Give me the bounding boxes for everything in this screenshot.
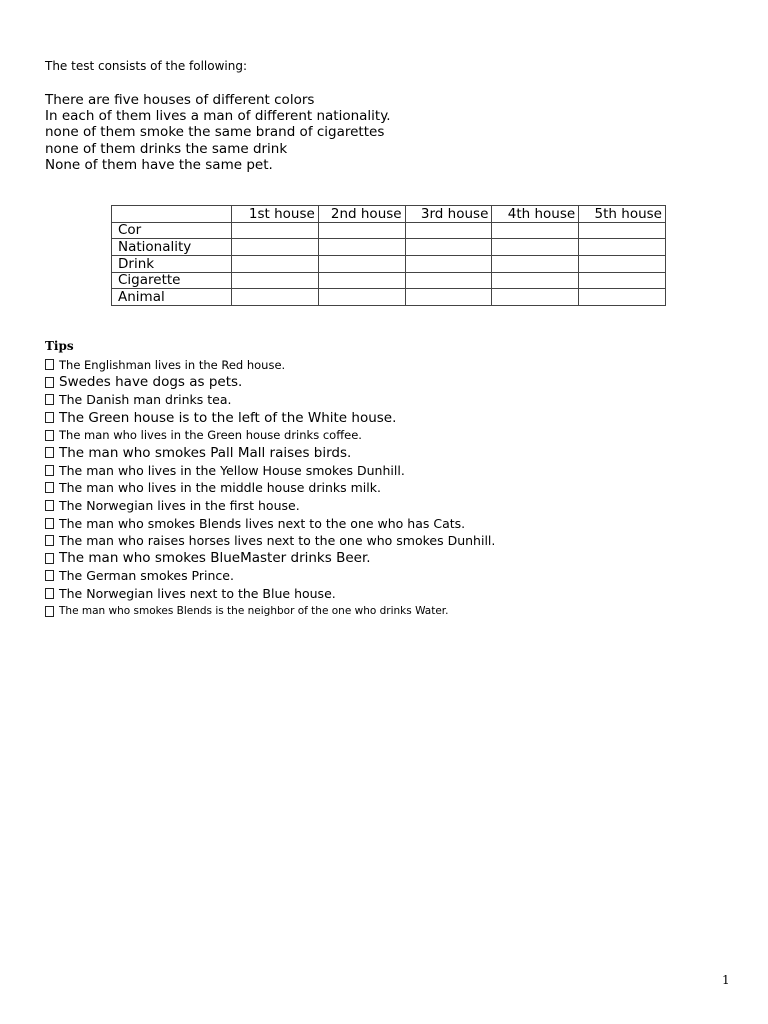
list-item <box>45 479 495 497</box>
checkbox-glyph-icon <box>45 394 54 405</box>
row-label: Nationality <box>112 239 232 256</box>
list-item <box>45 602 495 620</box>
checkbox-glyph-icon <box>45 465 54 476</box>
list-item <box>45 426 495 444</box>
checkbox-glyph-icon <box>45 377 54 388</box>
rules-list <box>45 92 391 173</box>
table-cell[interactable] <box>579 256 666 273</box>
list-item <box>45 497 495 515</box>
table-row <box>112 256 666 273</box>
list-item <box>45 356 495 374</box>
table-cell[interactable] <box>579 289 666 306</box>
checkbox-glyph-icon <box>45 447 54 458</box>
intro-text: The test consists of the following: <box>45 59 248 73</box>
table-cell[interactable] <box>579 239 666 256</box>
table-cell[interactable] <box>318 222 405 239</box>
table-cell[interactable] <box>579 222 666 239</box>
table-cell[interactable] <box>405 222 492 239</box>
list-item <box>45 374 495 392</box>
table-row <box>112 289 666 306</box>
rule-line: In each of them lives a man of different nationality. <box>45 108 391 125</box>
tip-text: The German smokes Prince. <box>59 568 234 584</box>
table-cell[interactable] <box>492 256 579 273</box>
table-cell[interactable] <box>232 239 319 256</box>
list-item <box>45 567 495 585</box>
checkbox-glyph-icon <box>45 500 54 511</box>
tips-list <box>45 356 495 620</box>
tips-heading: Tips <box>45 339 74 353</box>
table-cell[interactable] <box>318 239 405 256</box>
rule-line: There are five houses of different colors <box>45 92 315 108</box>
tip-text: The man who lives in the middle house drinks milk. <box>59 480 381 496</box>
checkbox-glyph-icon <box>45 430 54 441</box>
table-cell[interactable] <box>405 289 492 306</box>
table-header-cell: 2nd house <box>318 206 405 223</box>
list-item <box>45 444 495 462</box>
tip-text: The Englishman lives in the Red house. <box>59 357 286 372</box>
checkbox-glyph-icon <box>45 482 54 493</box>
table-header-cell: 3rd house <box>405 206 492 223</box>
table-cell[interactable] <box>492 289 579 306</box>
table-cell[interactable] <box>492 222 579 239</box>
page-number: 1 <box>722 973 730 987</box>
row-label: Animal <box>112 289 232 306</box>
table-header-row <box>112 206 666 223</box>
rule-line: none of them drinks the same drink <box>45 140 288 157</box>
table-cell[interactable] <box>579 272 666 289</box>
list-item <box>45 532 495 550</box>
tip-text: The Norwegian lives next to the Blue house. <box>59 586 336 602</box>
table-row <box>112 272 666 289</box>
list-item <box>45 409 495 427</box>
checkbox-glyph-icon <box>45 412 54 423</box>
houses-table <box>111 205 666 306</box>
table-header-cell: 1st house <box>232 206 319 223</box>
checkbox-glyph-icon <box>45 570 54 581</box>
table-cell[interactable] <box>405 239 492 256</box>
tip-text: The man who lives in the Yellow House smokes Dunhill. <box>59 462 405 478</box>
tip-text: The Norwegian lives in the first house. <box>59 498 300 514</box>
tip-text: The man who raises horses lives next to the one who smokes Dunhill. <box>59 533 496 549</box>
rule-line: None of them have the same pet. <box>45 156 273 173</box>
tip-text: The Green house is to the left of the White house. <box>59 409 397 426</box>
table-header-cell <box>112 206 232 223</box>
table-cell[interactable] <box>232 272 319 289</box>
rule-line: none of them smoke the same brand of cigarettes <box>45 124 385 141</box>
checkbox-glyph-icon <box>45 553 54 564</box>
tip-text: The man who lives in the Green house drinks coffee. <box>59 428 362 443</box>
table-cell[interactable] <box>232 289 319 306</box>
table-cell[interactable] <box>492 239 579 256</box>
tip-text: The man who smokes BlueMaster drinks Beer. <box>59 550 371 567</box>
row-label: Cigarette <box>112 272 232 289</box>
table-cell[interactable] <box>492 272 579 289</box>
table-cell[interactable] <box>405 256 492 273</box>
checkbox-glyph-icon <box>45 535 54 546</box>
table-cell[interactable] <box>405 272 492 289</box>
table-cell[interactable] <box>232 256 319 273</box>
table-cell[interactable] <box>318 256 405 273</box>
table-header-cell: 5th house <box>579 206 666 223</box>
tip-text: The man who smokes Pall Mall raises birds. <box>59 444 352 461</box>
list-item <box>45 391 495 409</box>
table-cell[interactable] <box>318 289 405 306</box>
table-cell[interactable] <box>318 272 405 289</box>
tip-text: Swedes have dogs as pets. <box>59 374 243 391</box>
checkbox-glyph-icon <box>45 359 54 370</box>
row-label: Cor <box>112 222 232 239</box>
checkbox-glyph-icon <box>45 588 54 599</box>
checkbox-glyph-icon <box>45 606 54 617</box>
table-header-cell: 4th house <box>492 206 579 223</box>
list-item <box>45 514 495 532</box>
list-item <box>45 462 495 480</box>
row-label: Drink <box>112 256 232 273</box>
tip-text: The Danish man drinks tea. <box>59 392 232 408</box>
table-row <box>112 239 666 256</box>
checkbox-glyph-icon <box>45 518 54 529</box>
table-row <box>112 222 666 239</box>
list-item <box>45 550 495 568</box>
table-cell[interactable] <box>232 222 319 239</box>
list-item <box>45 585 495 603</box>
tip-text: The man who smokes Blends lives next to the one who has Cats. <box>59 515 466 531</box>
tip-text: The man who smokes Blends is the neighbor of the one who drinks Water. <box>59 605 449 618</box>
